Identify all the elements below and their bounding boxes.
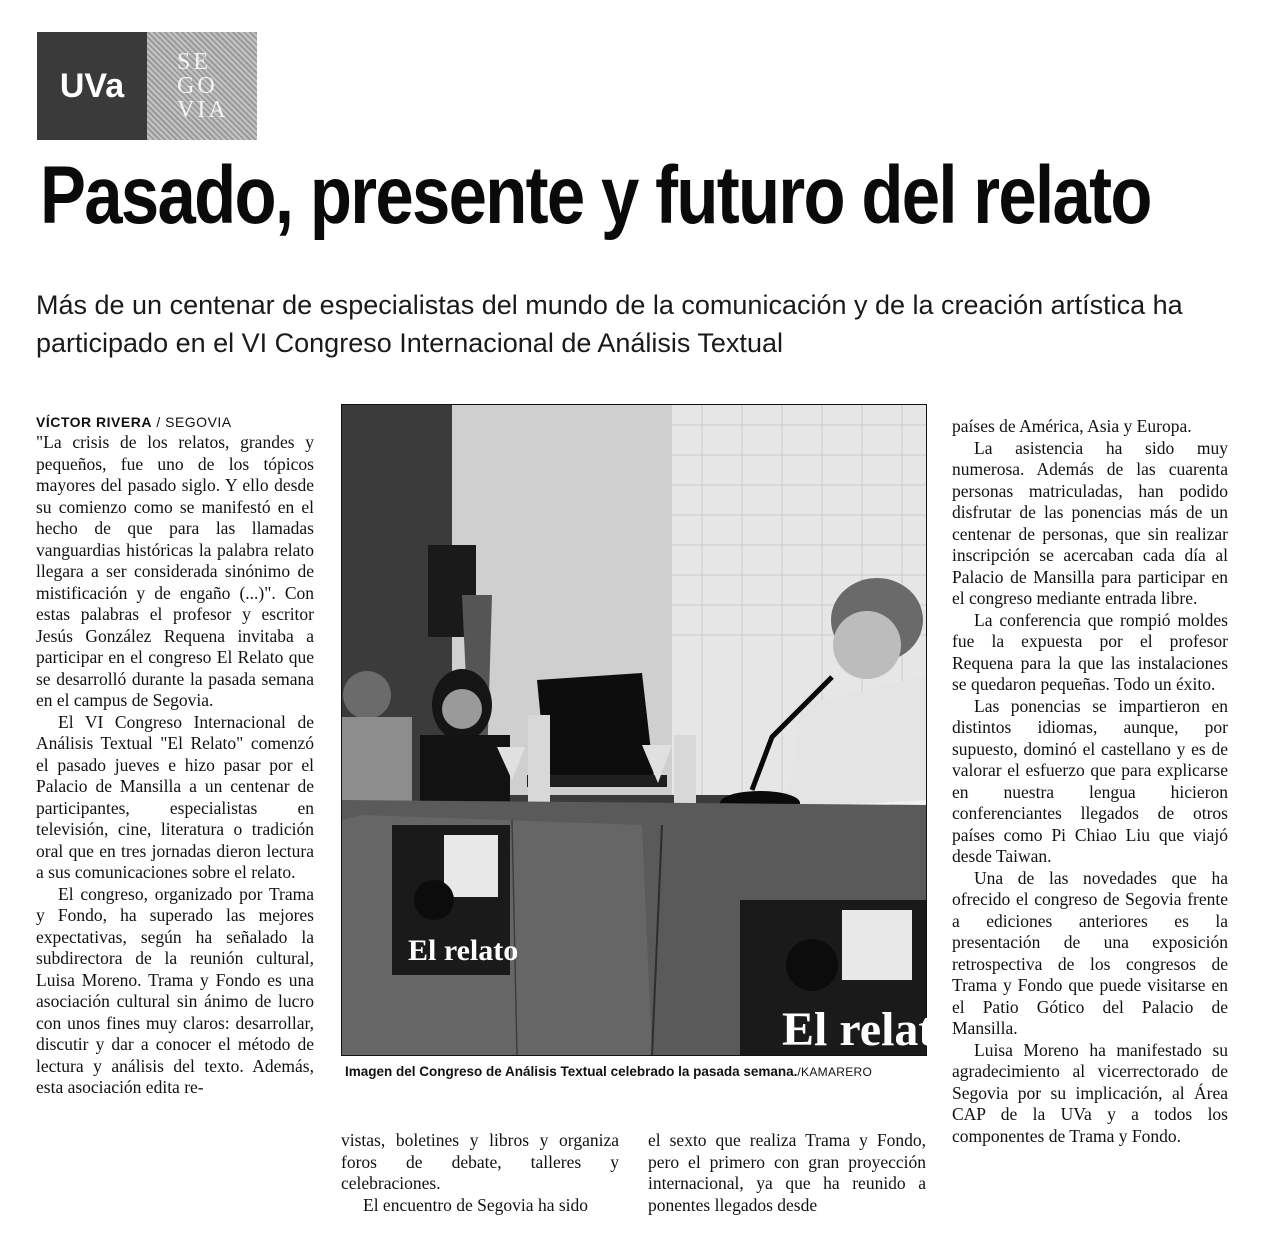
conference-photo-illustration <box>342 405 959 1056</box>
subheadline: Más de un centenar de especialistas del mundo de la comunicación y de la creación artística ha participado en el VI Congreso Internacional de Análisis Textual <box>36 290 1183 358</box>
conference-photo <box>341 404 959 1056</box>
paragraph: Luisa Moreno ha manifestado su agradecimiento al vicerrectorado de Segovia por su implicación, al Área CAP de la UVa y a todos los componentes de Trama y Fondo. <box>952 1039 1228 1146</box>
uva-logo-text: UVa <box>37 32 147 140</box>
caption-text: Imagen del Congreso de Análisis Textual celebrado la pasada semana. <box>345 1064 798 1079</box>
paragraph: Las ponencias se impartieron en distintos idiomas, aunque, por supuesto, dominó el castellano y es de valorar el esfuerzo que para explicarse en nuestra lengua hicieron conferenciantes llegados de otros países como Pi Chiao Liu que viajó desde Taiwan. <box>952 695 1228 866</box>
paragraph: El congreso, organizado por Trama y Fondo, ha superado las mejores expectativas, según ha señalado la subdirectora de la reunión cultural, Luisa Moreno. Trama y Fondo es una asociación cultural sin ánimo de lucro con unos fines muy claros: desarrollar, discutir y dar a conocer el método de lectura y análisis del texto. Además, esta asociación edita re- <box>36 883 314 1097</box>
paragraph: el sexto que realiza Trama y Fondo, pero el primero con gran proyección internacional, ya que ha reunido a ponentes llegados desde <box>648 1130 926 1215</box>
byline-separator: / <box>151 414 166 430</box>
headline: Pasado, presente y futuro del relato <box>40 150 1151 241</box>
byline-location: SEGOVIA <box>165 414 232 430</box>
uva-segovia-logo <box>37 32 257 140</box>
paragraph: vistas, boletines y libros y organiza foros de debate, talleres y celebraciones. <box>341 1130 619 1193</box>
byline <box>36 414 232 430</box>
article-column-2 <box>341 1130 619 1216</box>
byline-author: VÍCTOR RIVERA <box>36 414 152 430</box>
segovia-line-3: VIA <box>177 97 229 123</box>
article-column-1 <box>36 432 314 1099</box>
article-column-4 <box>952 416 1228 1147</box>
article-column-3 <box>648 1130 926 1216</box>
paragraph: "La crisis de los relatos, grandes y pequeños, fue uno de los tópicos mayores del pasado siglo. Y ello desde su comienzo como se manifestó en el hecho de que para las llamadas vanguardias históricas la palabra relato llegara a ser considerada sinónimo de mistificación y de engaño (...)". Con estas palabras el profesor y escritor Jesús González Requena invitaba a participar en el congreso El Relato que se desarrolló durante la pasada semana en el campus de Segovia. <box>36 432 314 710</box>
segovia-line-2: GO <box>177 73 218 99</box>
paragraph: Una de las novedades que ha ofrecido el congreso de Segovia frente a ediciones anteriores es la presentación de una exposición retrospectiva de los congresos de Trama y Fondo que puede visitarse en el Patio Gótico del Palacio de Mansilla. <box>952 867 1228 1038</box>
segovia-line-1: SE <box>177 49 212 75</box>
paragraph: El VI Congreso Internacional de Análisis Textual "El Relato" comenzó el pasado jueves e hizo pasar por el Palacio de Mansilla a un centenar de participantes, especialistas en televisión, cine, literatura o tradición oral que en tres jornadas dieron lectura a sus comunicaciones sobre el relato. <box>36 711 314 882</box>
poster-right-title: El relato <box>782 1003 959 1056</box>
paragraph: El encuentro de Segovia ha sido <box>363 1194 589 1215</box>
paragraph: La asistencia ha sido muy numerosa. Además de las cuarenta personas matriculadas, han podido disfrutar de las ponencias más de un centenar de personas, que sin realizar inscripción se acercaban cada día al Palacio de Mansilla para participar en el congreso mediante entrada libre. <box>952 437 1228 608</box>
segovia-logo-text <box>147 32 257 140</box>
poster-left-title: El relato <box>408 934 519 967</box>
paragraph: países de América, Asia y Europa. <box>952 416 1192 436</box>
photo-caption <box>345 1064 935 1079</box>
photo-credit: /KAMARERO <box>797 1065 873 1079</box>
paragraph: La conferencia que rompió moldes fue la expuesta por el profesor Requena para la que las instalaciones se quedaron pequeñas. Todo un éxito. <box>952 609 1228 694</box>
